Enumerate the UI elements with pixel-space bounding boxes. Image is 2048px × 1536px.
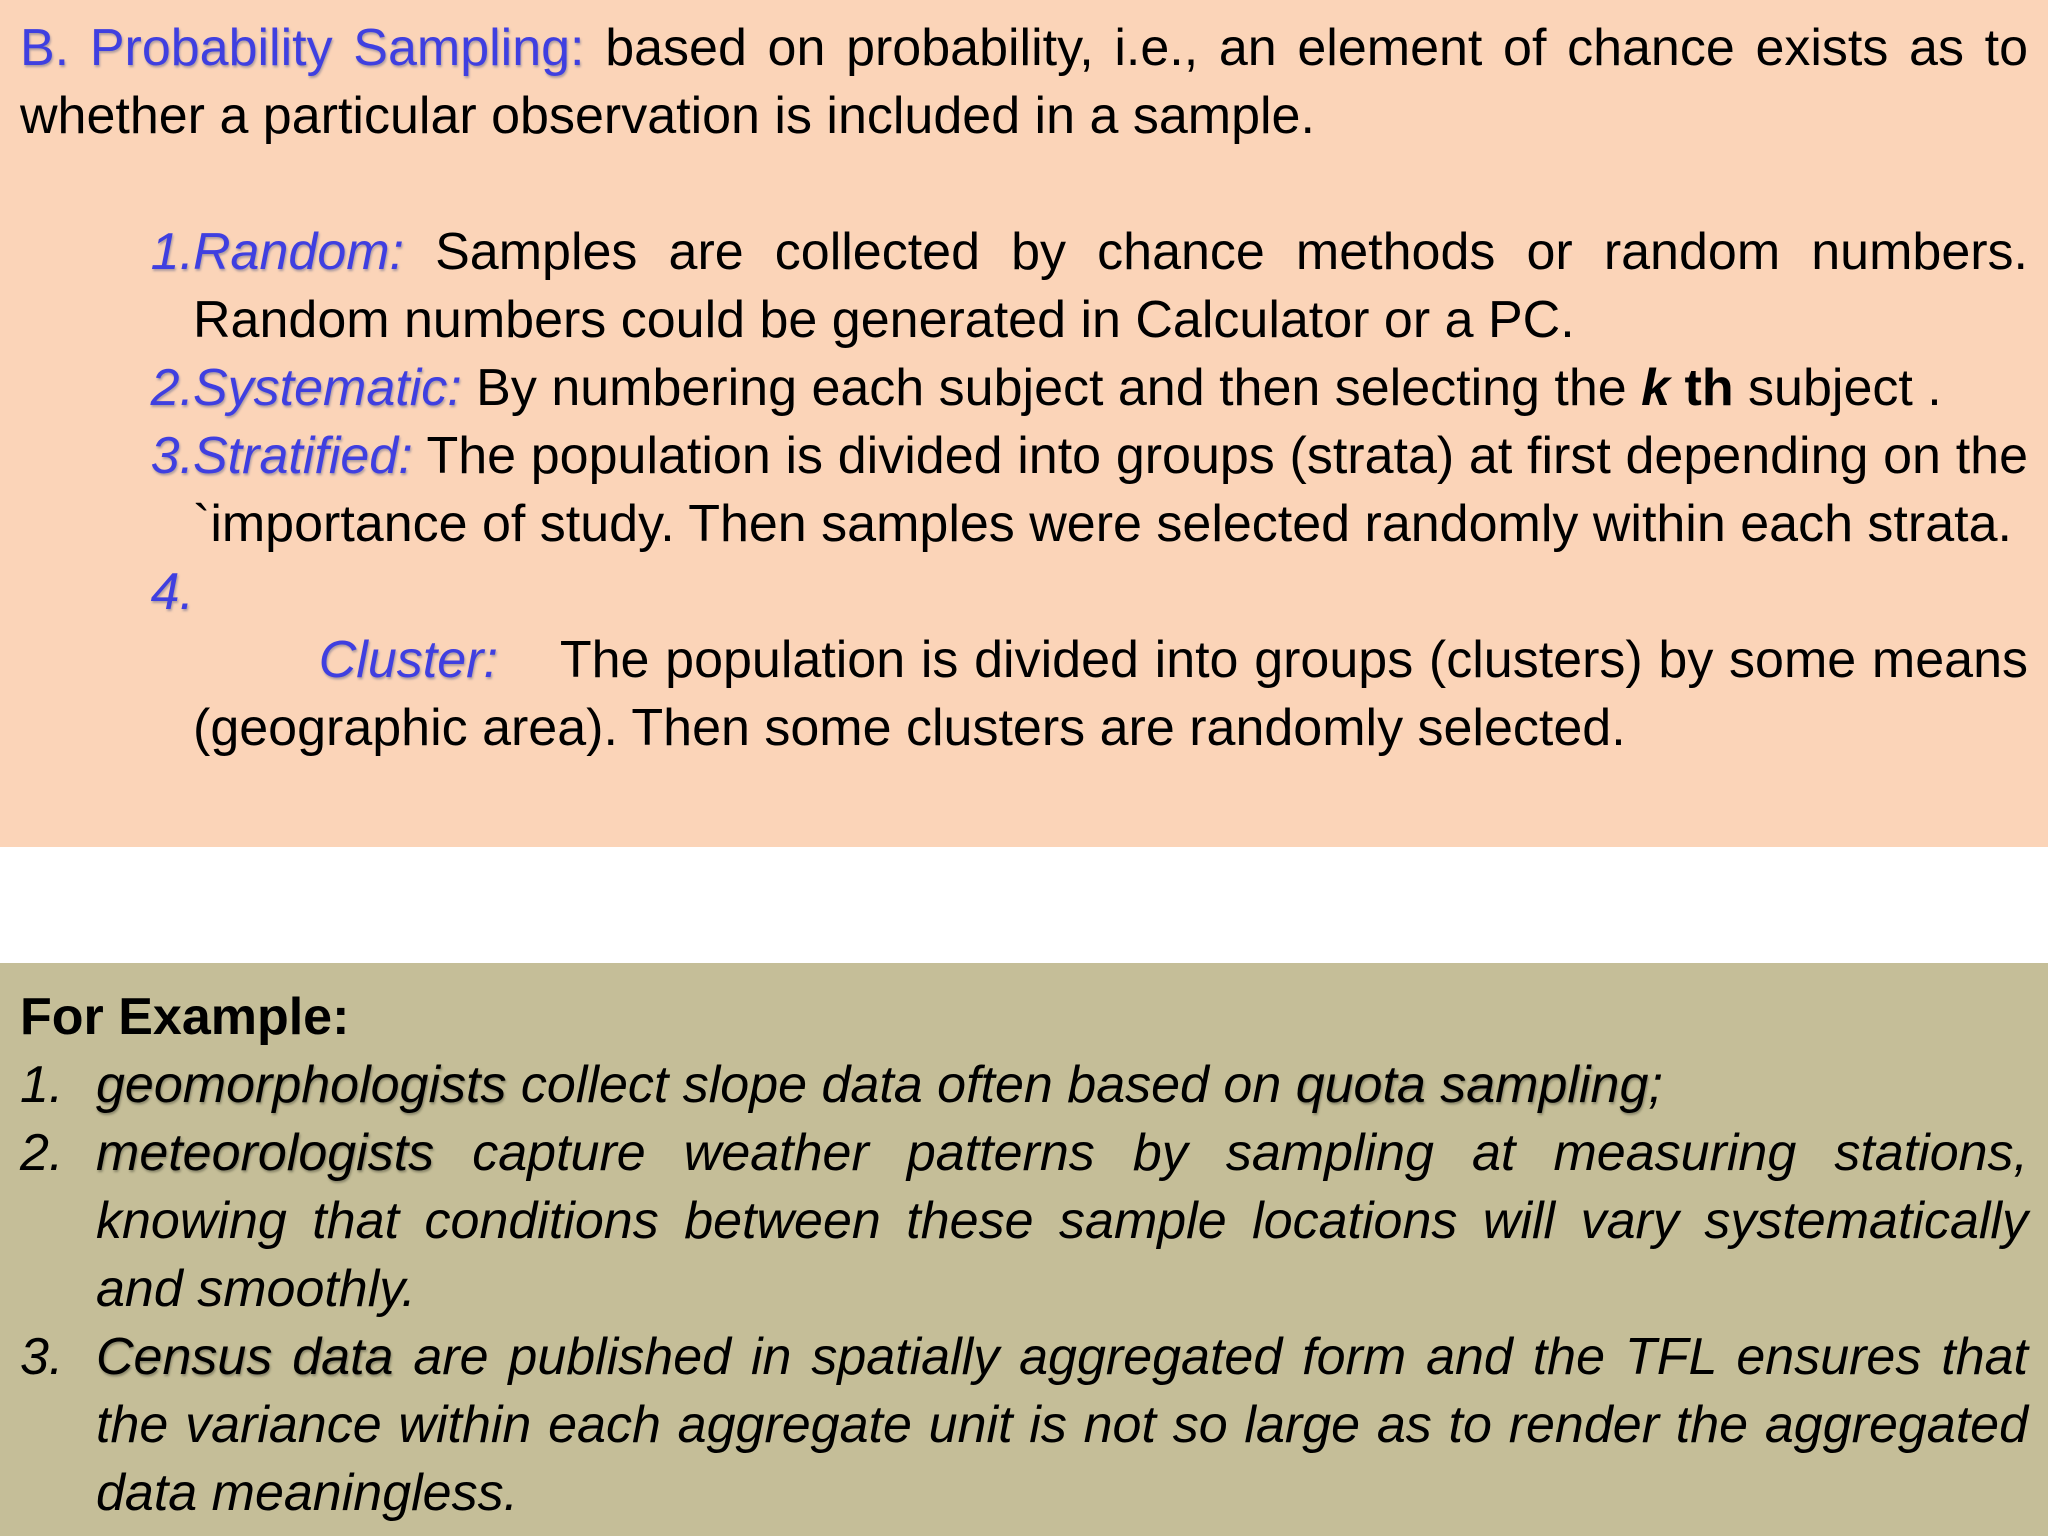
method-text-stratified: The population is divided into groups (strata) at first depending on the `importance of study. Then samples were selected randomly within each strata. bbox=[193, 427, 2028, 553]
example-number: 1. bbox=[20, 1056, 64, 1114]
example-emphasis-quota: quota sampling bbox=[1295, 1056, 1649, 1114]
example-emphasis: meteorologists bbox=[96, 1124, 435, 1182]
method-text-random: Samples are collected by chance methods or random numbers. Random numbers could be generated in Calculator or a PC. bbox=[193, 223, 2028, 349]
example-body bbox=[96, 1119, 2028, 1323]
method-body bbox=[193, 218, 2028, 354]
method-item-systematic bbox=[20, 354, 2028, 422]
th-suffix: th bbox=[1670, 359, 1734, 417]
method-label-cluster: Cluster: bbox=[318, 631, 498, 689]
section-prefix: B. bbox=[20, 19, 90, 77]
example-emphasis: geomorphologists bbox=[96, 1056, 507, 1114]
method-number: 4. bbox=[150, 563, 194, 621]
example-text: capture weather patterns by sampling at measuring stations, knowing that conditions between these sample locations will vary systematically and smoothly. bbox=[96, 1124, 2028, 1318]
method-text-cluster: The population is divided into groups (clusters) by some means (geographic area). Then some clusters are randomly selected. bbox=[193, 631, 2043, 757]
example-number: 2. bbox=[20, 1124, 64, 1182]
example-text: are published in spatially aggregated form and the TFL ensures that the variance within each aggregate unit is not so large as to render the aggregated data meaningless. bbox=[96, 1328, 2028, 1522]
method-text-systematic-end: subject . bbox=[1733, 359, 1942, 417]
method-body bbox=[193, 354, 2028, 422]
example-item-geomorphologists bbox=[20, 1051, 2028, 1119]
method-label-random: Random: bbox=[193, 223, 404, 281]
method-body bbox=[193, 558, 2043, 830]
kth-term bbox=[1641, 359, 1733, 417]
k-variable: k bbox=[1641, 359, 1671, 417]
method-number: 3. bbox=[150, 427, 194, 485]
probability-sampling-intro bbox=[20, 14, 2028, 150]
method-label-stratified: Stratified: bbox=[193, 427, 413, 485]
method-number: 1. bbox=[150, 223, 194, 281]
example-emphasis: Census data bbox=[96, 1328, 394, 1386]
probability-sampling-label: Probability Sampling: bbox=[89, 19, 585, 77]
example-item-meteorologists bbox=[20, 1119, 2028, 1323]
sampling-methods-list bbox=[20, 218, 2043, 830]
examples-list bbox=[20, 1051, 2028, 1527]
method-text-systematic: By numbering each subject and then selecting the bbox=[461, 359, 1642, 417]
example-body bbox=[96, 1051, 2028, 1119]
method-body bbox=[193, 422, 2028, 558]
example-body bbox=[96, 1323, 2028, 1527]
method-item-stratified bbox=[20, 422, 2028, 558]
method-item-random bbox=[20, 218, 2028, 354]
examples-heading: For Example: bbox=[20, 988, 350, 1046]
example-text-end: ; bbox=[1648, 1056, 1663, 1114]
example-text: collect slope data often based on bbox=[506, 1056, 1296, 1114]
probability-sampling-text: based on probability, i.e., an element of chance exists as to whether a particular observation is included in a sample. bbox=[20, 19, 2029, 145]
examples-panel bbox=[0, 963, 2048, 1536]
method-item-cluster bbox=[20, 558, 2043, 830]
example-item-census bbox=[20, 1323, 2028, 1527]
example-number: 3. bbox=[20, 1328, 64, 1386]
method-label-systematic: Systematic: bbox=[193, 359, 462, 417]
method-number: 2. bbox=[150, 359, 194, 417]
